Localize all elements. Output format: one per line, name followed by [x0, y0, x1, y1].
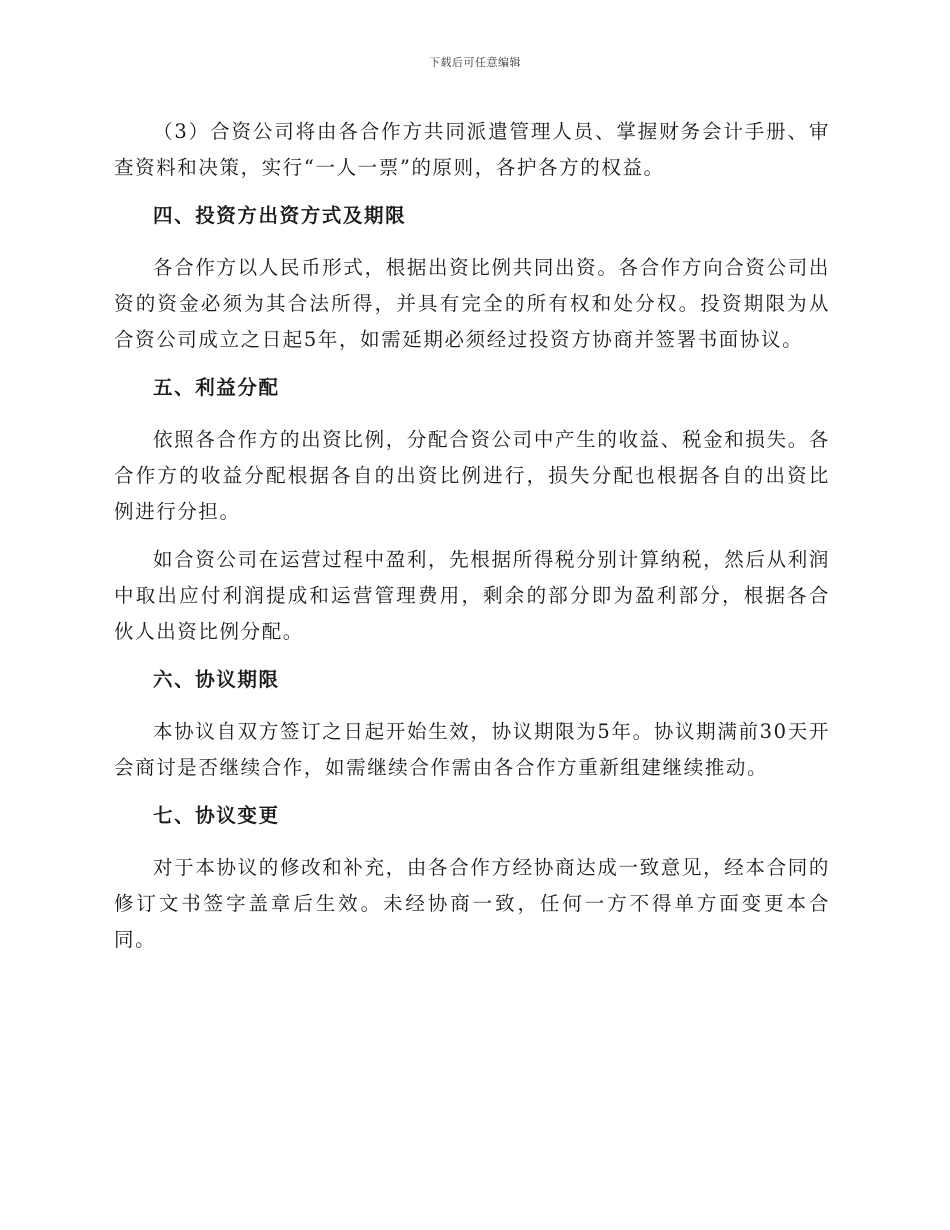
section-paragraph: 本协议自双方签订之日起开始生效，协议期限为5年。协议期满前30天开会商讨是否继续合作，如需继续合作需由各合作方重新组建继续推动。: [114, 720, 830, 779]
section-agreement-change: [114, 798, 830, 958]
section-heading: 七、协议变更: [153, 804, 280, 827]
section-heading: 六、协议期限: [153, 668, 280, 691]
section-agreement-term: [114, 662, 830, 786]
page-header-note: 下载后可任意编辑: [429, 56, 521, 69]
document-body: [114, 114, 830, 970]
intro-paragraph: （3）合资公司将由各合作方共同派遣管理人员、掌握财务会计手册、审查资料和决策，实行“一人一票”的原则，各护各方的权益。: [114, 120, 830, 179]
section-paragraph: 对于本协议的修改和补充，由各合作方经协商达成一致意见，经本合同的修订文书签字盖章后生效。未经协商一致，任何一方不得单方面变更本合同。: [114, 856, 830, 951]
section-profit-distribution: [114, 370, 830, 650]
section-heading: 四、投资方出资方式及期限: [153, 204, 407, 227]
section-paragraph: 各合作方以人民币形式，根据出资比例共同出资。各合作方向合资公司出资的资金必须为其合法所得，并具有完全的所有权和处分权。投资期限为从合资公司成立之日起5年，如需延期必须经过投资方协商并签署书面协议。: [114, 256, 830, 351]
section-heading: 五、利益分配: [153, 376, 280, 399]
section-investment: [114, 198, 830, 358]
section-paragraph: 如合资公司在运营过程中盈利，先根据所得税分别计算纳税，然后从利润中取出应付利润提成和运营管理费用，剩余的部分即为盈利部分，根据各合伙人出资比例分配。: [114, 548, 830, 643]
section-paragraph: 依照各合作方的出资比例，分配合资公司中产生的收益、税金和损失。各合作方的收益分配根据各自的出资比例进行，损失分配也根据各自的出资比例进行分担。: [114, 428, 830, 523]
